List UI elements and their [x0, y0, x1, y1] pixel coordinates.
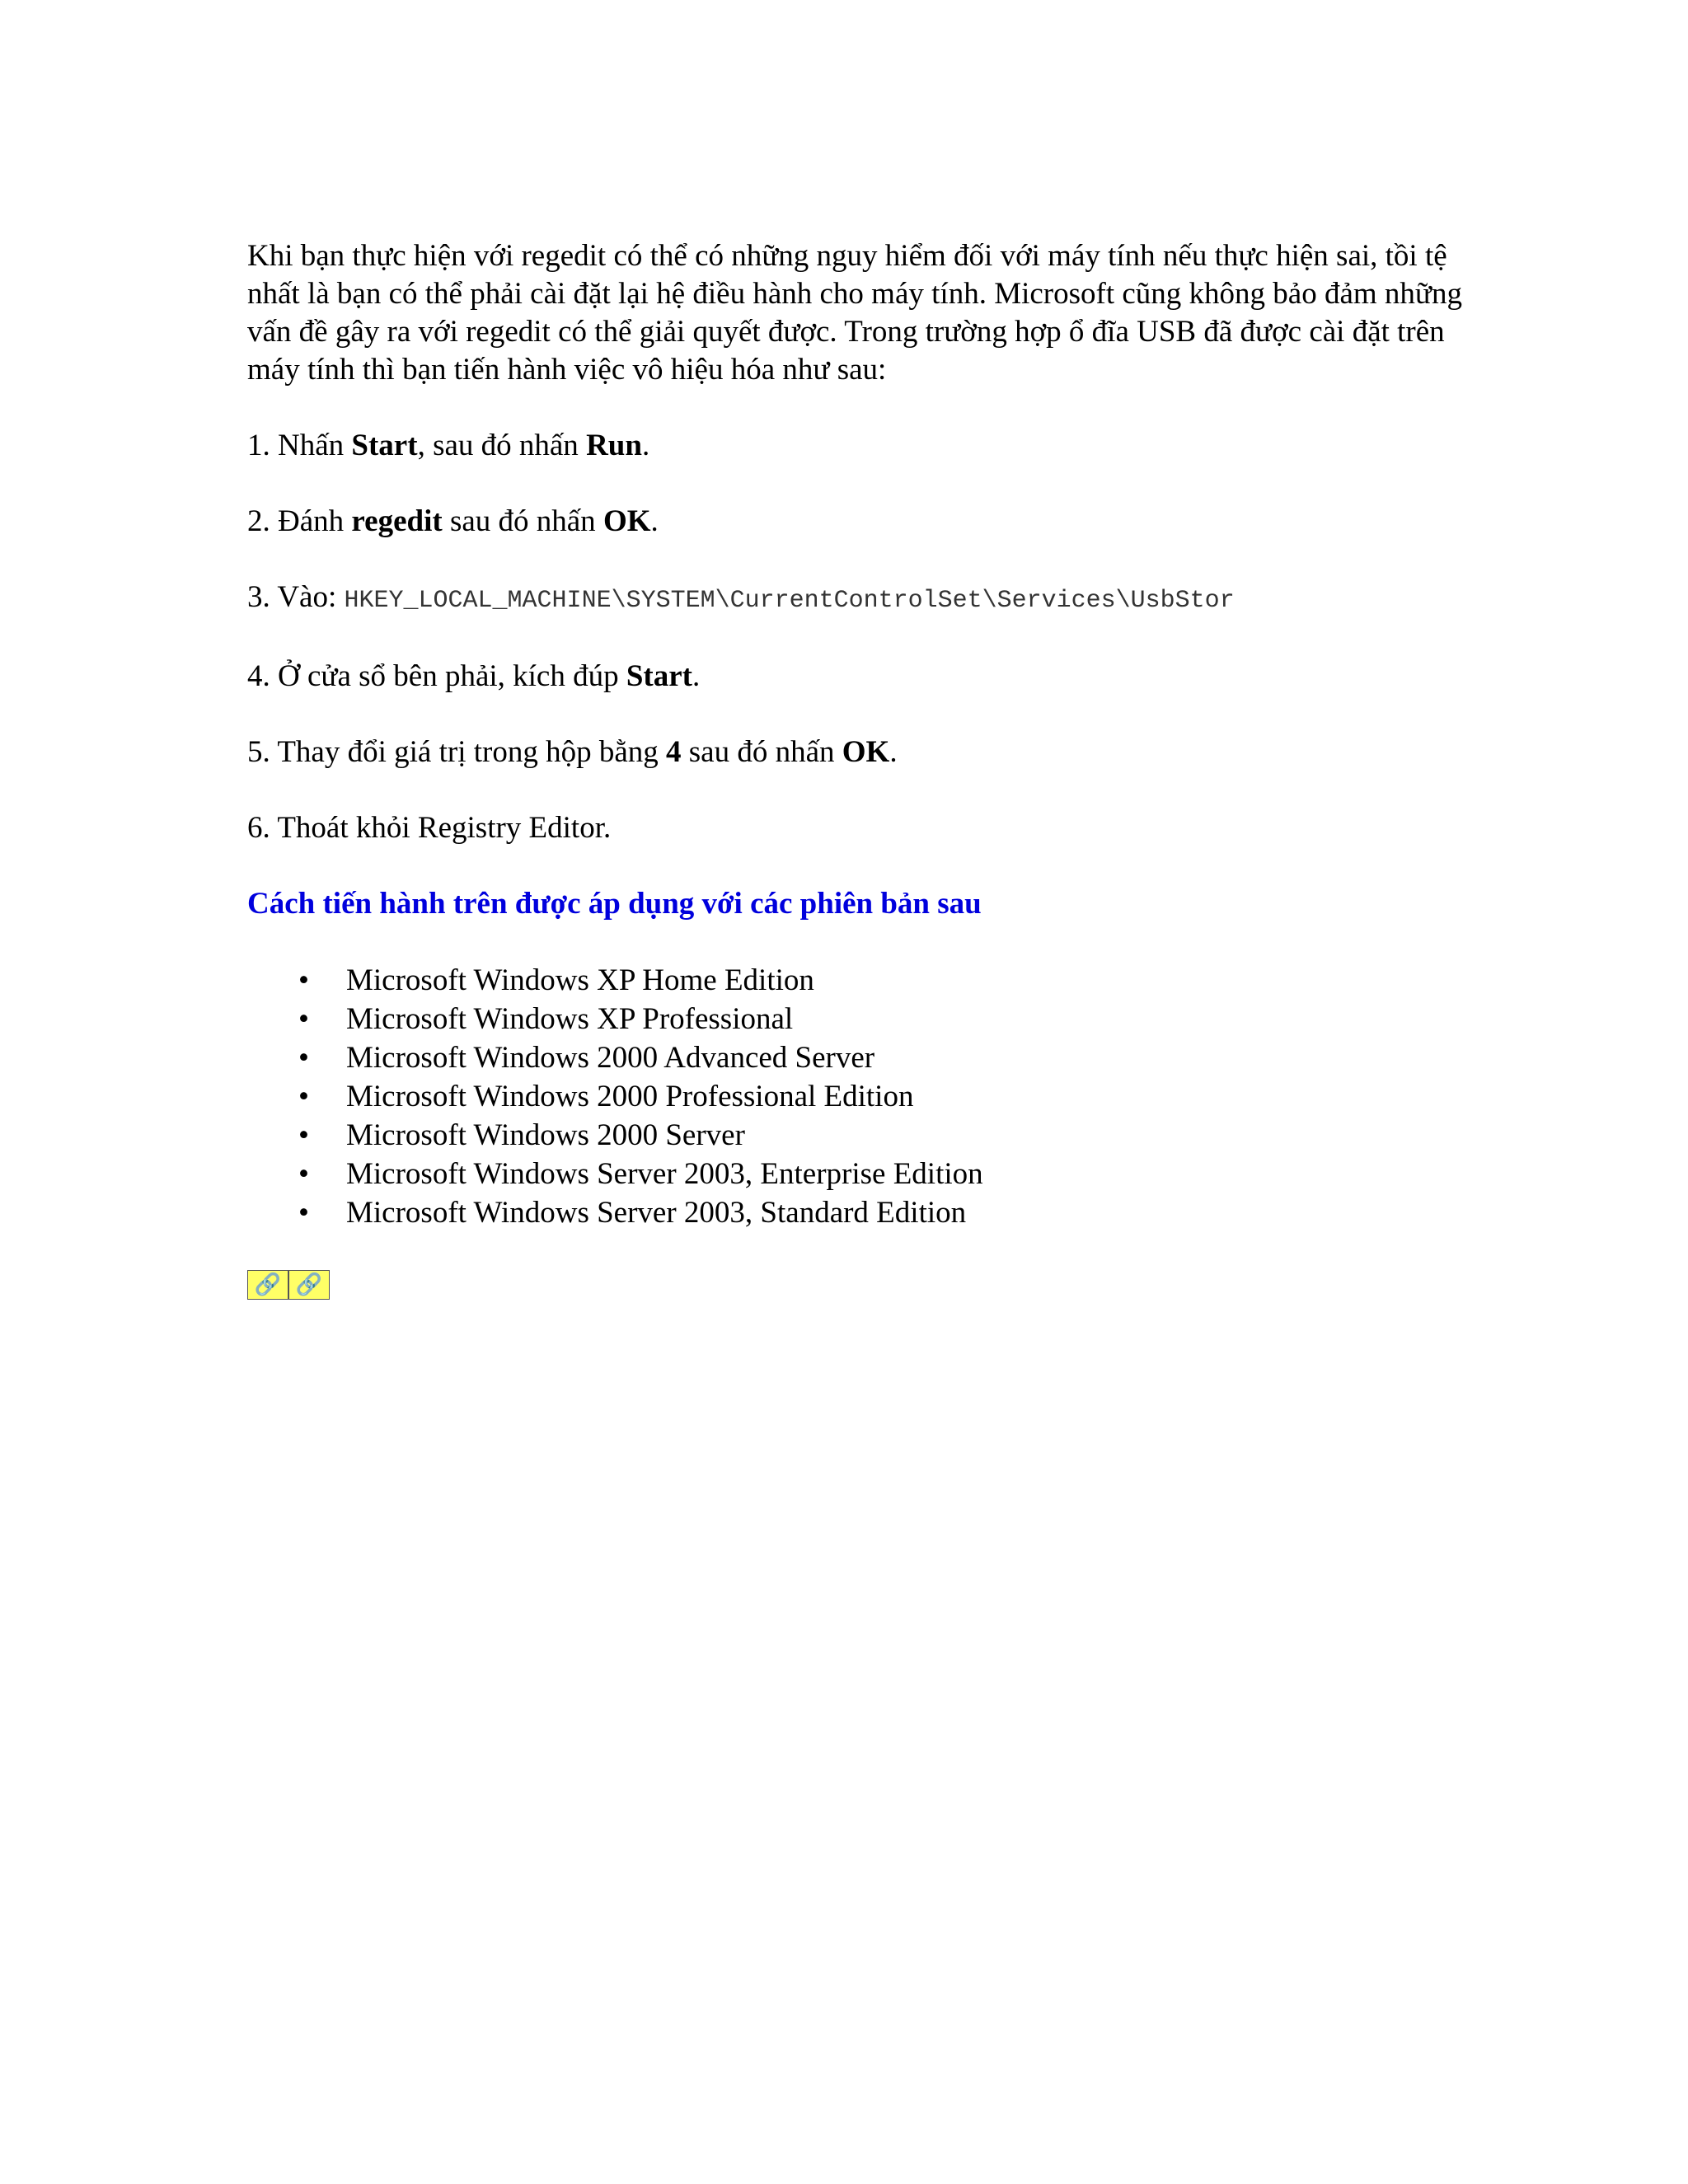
link-icon[interactable]: 🔗 — [247, 1270, 288, 1300]
step-2-text-2: sau đó nhấn — [442, 504, 603, 538]
step-4-text: 4. Ở cửa sổ bên phải, kích đúp — [247, 659, 626, 693]
step-3-text: 3. Vào: — [247, 580, 345, 614]
list-item — [247, 961, 1467, 1000]
step-1-period: . — [641, 429, 650, 462]
list-item — [247, 1193, 1467, 1232]
step-2-ok: OK — [603, 504, 651, 538]
registry-path: HKEY_LOCAL_MACHINE\SYSTEM\CurrentControlSet\Services\UsbStor — [344, 587, 1235, 615]
list-item — [247, 1077, 1467, 1116]
bullet-icon: • — [298, 1002, 309, 1036]
step-2-regedit: regedit — [351, 504, 443, 538]
step-5 — [247, 733, 1467, 771]
version-label: Microsoft Windows XP Home Edition — [346, 963, 814, 997]
step-5-text-2: sau đó nhấn — [681, 735, 842, 769]
bullet-icon: • — [298, 1080, 309, 1113]
step-1 — [247, 427, 1467, 465]
step-1-text: 1. Nhấn — [247, 429, 352, 462]
list-item — [247, 1155, 1467, 1193]
step-6-text: 6. Thoát khỏi Registry Editor. — [247, 811, 612, 845]
version-label: Microsoft Windows 2000 Server — [346, 1118, 745, 1152]
step-1-run: Run — [586, 429, 642, 462]
link-icons — [247, 1270, 330, 1300]
step-4-period: . — [692, 659, 701, 693]
list-item — [247, 1038, 1467, 1077]
step-1-text-2: , sau đó nhấn — [417, 429, 587, 462]
bullet-icon: • — [298, 1157, 309, 1191]
step-4-start: Start — [626, 659, 693, 693]
version-label: Microsoft Windows Server 2003, Enterprise Edition — [346, 1157, 983, 1191]
list-item — [247, 1116, 1467, 1155]
versions-list — [247, 961, 1467, 1232]
bullet-icon: • — [298, 1118, 309, 1152]
step-2-period: . — [650, 504, 659, 538]
intro-paragraph: Khi bạn thực hiện với regedit có thể có những nguy hiểm đối với máy tính nếu thực hiện sai, tồi tệ nhất là bạn có thể phải cài đặt lại hệ điều hành cho máy tính. Microsoft cũng không bảo đảm những vấn đề gây ra với regedit có thể giải quyết được. Trong trường hợp ổ đĩa USB đã được cài đặt trên máy tính thì bạn tiến hành việc vô hiệu hóa như sau: — [247, 239, 1462, 387]
step-1-start: Start — [351, 429, 418, 462]
version-label: Microsoft Windows 2000 Advanced Server — [346, 1041, 875, 1075]
document-body — [247, 237, 1467, 1300]
link-icon[interactable]: 🔗 — [288, 1270, 330, 1300]
bullet-icon: • — [298, 1041, 309, 1075]
step-5-text: 5. Thay đổi giá trị trong hộp bằng — [247, 735, 666, 769]
step-5-period: . — [889, 735, 898, 769]
version-label: Microsoft Windows Server 2003, Standard Edition — [346, 1196, 967, 1230]
step-2-text: 2. Đánh — [247, 504, 352, 538]
version-label: Microsoft Windows 2000 Professional Edition — [346, 1080, 914, 1113]
list-item — [247, 1000, 1467, 1038]
versions-heading: Cách tiến hành trên được áp dụng với các phiên bản sau — [247, 887, 982, 921]
step-5-ok: OK — [842, 735, 890, 769]
step-4 — [247, 658, 1467, 696]
bullet-icon: • — [298, 1196, 309, 1230]
step-5-value: 4 — [666, 735, 682, 769]
step-6 — [247, 809, 1467, 847]
step-3 — [247, 579, 1467, 620]
bullet-icon: • — [298, 963, 309, 997]
step-2 — [247, 503, 1467, 541]
version-label: Microsoft Windows XP Professional — [346, 1002, 794, 1036]
